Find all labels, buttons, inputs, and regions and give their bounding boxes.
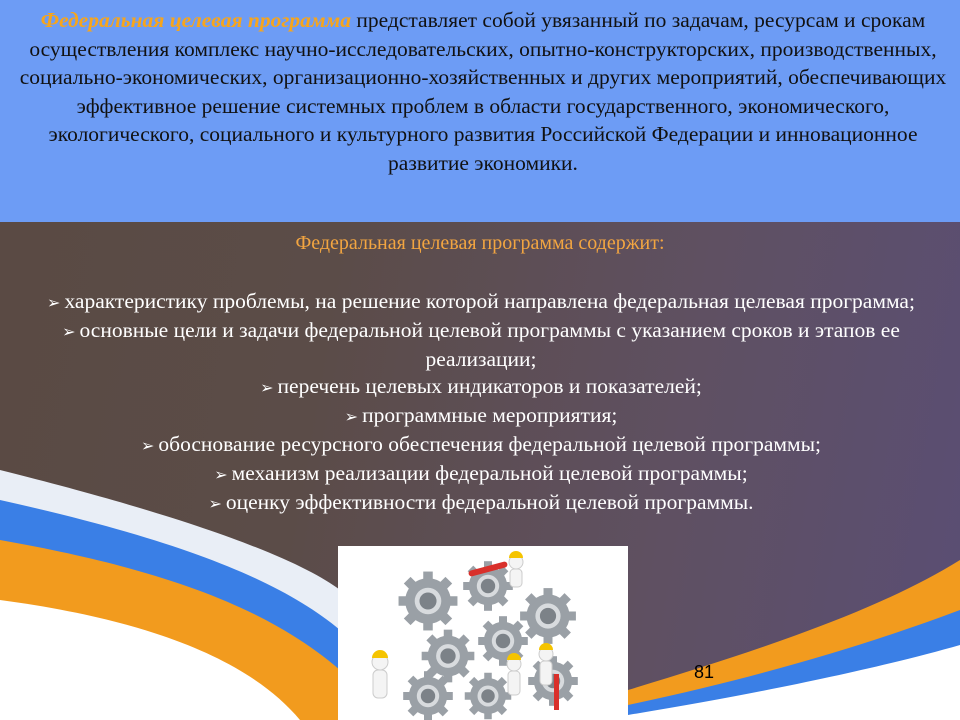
definition-body: представляет собой увязанный по задачам, ресурсам и срокам осуществления комплекс научно-исследовательских, опытно-конструкторских, производственных, социально-экономических, организационно-хозяйственных и других мероприятий, обеспечивающих эффективное решение системных проблем в области государственного, экономического, экологического, социального и культурного развития Российской Федерации и инновационное развитие экономики. [19, 8, 947, 175]
contents-heading: Федеральная целевая программа содержит: [295, 232, 665, 254]
list-item: ➢ перечень целевых индикаторов и показателей; [260, 374, 702, 399]
list-item: ➢ программные мероприятия; [344, 403, 618, 428]
page-number: 81 [694, 662, 715, 682]
list-item: ➢ оценку эффективности федеральной целевой программы. [208, 489, 754, 514]
arrow-bullet-icon: ➢ [47, 293, 61, 312]
arrow-bullet-icon: ➢ [208, 493, 222, 513]
list-item: ➢ механизм реализации федеральной целевой программы; [214, 460, 748, 485]
gears-illustration [338, 546, 628, 720]
brand-watermark: fppt.com [882, 700, 942, 716]
arrow-bullet-icon: ➢ [214, 464, 228, 484]
definition-lead: Федеральная целевая программа [40, 8, 352, 32]
definition-box [0, 0, 960, 222]
arrow-bullet-icon: ➢ [344, 407, 359, 427]
list-item: ➢ характеристику проблемы, на решение которой направлена федеральная целевая программа; [47, 289, 915, 313]
contents-list [6, 288, 956, 517]
list-item: ➢ основные цели и задачи федеральной целевой программы с указанием сроков и этапов ее реализации; [62, 317, 900, 371]
arrow-bullet-icon: ➢ [62, 321, 76, 341]
arrow-bullet-icon: ➢ [140, 435, 155, 455]
definition-text [18, 6, 948, 178]
arrow-bullet-icon: ➢ [260, 378, 274, 398]
list-item: ➢ обоснование ресурсного обеспечения федеральной целевой программы; [140, 431, 821, 456]
